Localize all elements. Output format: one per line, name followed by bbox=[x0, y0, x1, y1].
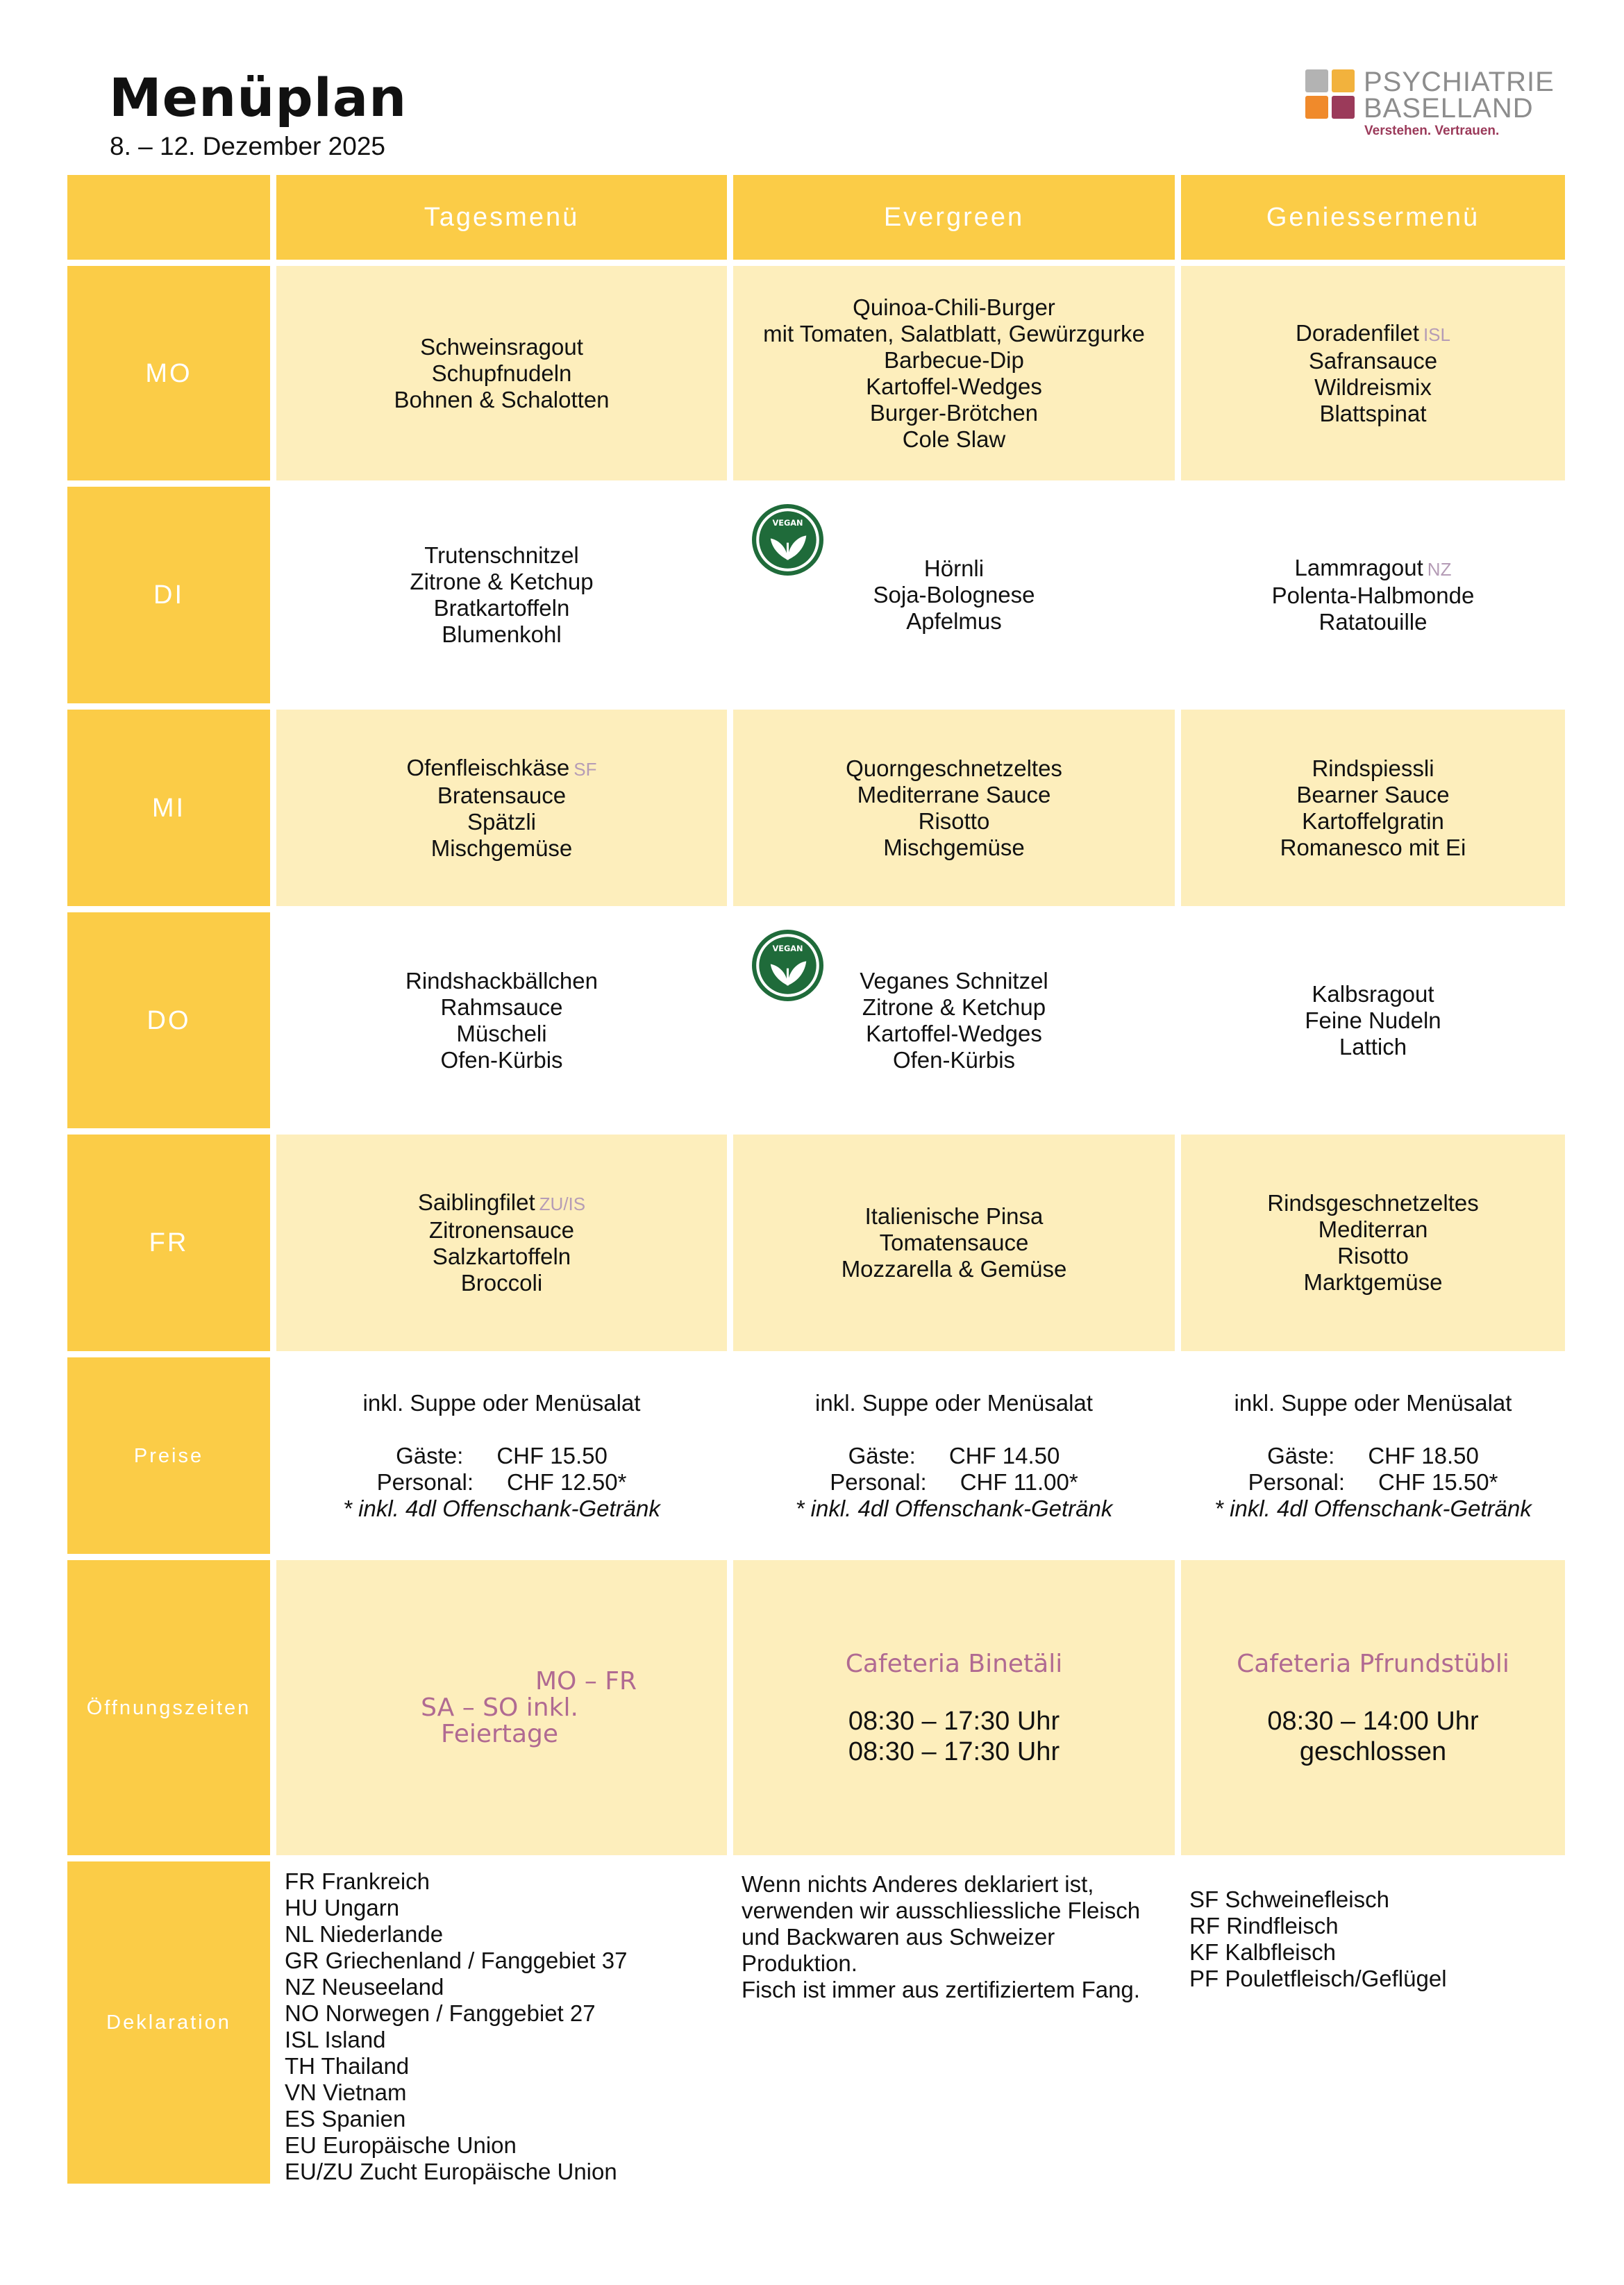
list-item: EU/ZU Zucht Europäische Union bbox=[285, 2159, 617, 2184]
dish-text: Lammragout bbox=[1294, 555, 1423, 580]
declaration-note bbox=[733, 1861, 1175, 2184]
list-item bbox=[418, 1189, 585, 1217]
list-item: Fisch ist immer aus zertifiziertem Fang. bbox=[742, 1977, 1140, 2002]
dish-text: Feine Nudeln bbox=[1305, 1007, 1441, 1033]
list-item bbox=[440, 994, 562, 1021]
dish-text: Spätzli bbox=[467, 808, 537, 835]
opening-weekend-hours: geschlossen bbox=[1299, 1736, 1447, 1766]
list-item bbox=[431, 835, 573, 862]
dish-text: Broccoli bbox=[460, 1270, 543, 1296]
list-item: ISL Island bbox=[285, 2027, 386, 2052]
dish-text: Barbecue-Dip bbox=[884, 346, 1024, 373]
list-item bbox=[860, 968, 1048, 994]
list-item: und Backwaren aus Schweizer bbox=[742, 1924, 1055, 1950]
logo-square bbox=[1332, 69, 1355, 92]
cafeteria-name: Cafeteria Pfrundstübli bbox=[1237, 1649, 1509, 1678]
list-item bbox=[437, 782, 566, 809]
dish-text: Tomatensauce bbox=[879, 1230, 1029, 1255]
dish-text: Mischgemüse bbox=[883, 834, 1025, 860]
list-item bbox=[1305, 1007, 1441, 1034]
dish-text: Marktgemüse bbox=[1303, 1269, 1443, 1295]
guest-label: Gäste: bbox=[848, 1442, 916, 1468]
dish-text: Rahmsauce bbox=[440, 994, 563, 1020]
dish-text: Bearner Sauce bbox=[1296, 781, 1450, 807]
price-cell-geniessermenu bbox=[1181, 1357, 1565, 1554]
opening-weekend-hours: 08:30 – 17:30 Uhr bbox=[848, 1736, 1060, 1766]
menu-cell bbox=[1181, 487, 1565, 703]
list-item bbox=[442, 621, 561, 648]
list-item: Wenn nichts Anderes deklariert ist, bbox=[742, 1871, 1094, 1897]
list-item bbox=[424, 542, 579, 569]
list-item bbox=[870, 400, 1038, 426]
opening-weekday-hours: 08:30 – 17:30 Uhr bbox=[848, 1706, 1060, 1736]
opening-days-weekend: SA – SO inkl. Feiertage bbox=[421, 1693, 578, 1748]
logo-square bbox=[1305, 96, 1328, 119]
list-item bbox=[853, 294, 1055, 321]
vegan-icon bbox=[752, 930, 823, 1001]
day-label: MO bbox=[67, 266, 270, 480]
corner-cell bbox=[67, 175, 270, 260]
dish-text: Safransauce bbox=[1308, 347, 1438, 374]
origin-tag: ISL bbox=[1423, 324, 1450, 345]
dish-text: Blattspinat bbox=[1319, 400, 1427, 426]
staff-price: CHF 15.50* bbox=[1378, 1468, 1498, 1495]
list-item: Produktion. bbox=[742, 1950, 857, 1976]
list-item bbox=[919, 808, 990, 835]
list-item bbox=[846, 755, 1062, 782]
list-item bbox=[433, 1244, 571, 1270]
guest-label: Gäste: bbox=[396, 1442, 464, 1468]
list-item bbox=[1319, 401, 1426, 427]
price-note: * inkl. 4dl Offenschank-Getränk bbox=[1214, 1495, 1532, 1521]
list-item bbox=[884, 347, 1024, 374]
vegan-icon bbox=[752, 504, 823, 576]
dish-text: Schupfnudeln bbox=[431, 360, 572, 386]
staff-label: Personal: bbox=[1248, 1468, 1345, 1495]
column-header-geniessermenu: Geniessermenü bbox=[1181, 175, 1565, 260]
menu-cell bbox=[1181, 710, 1565, 906]
menu-table bbox=[67, 175, 1565, 2184]
logo-line2: BASELLAND bbox=[1364, 93, 1534, 124]
list-item bbox=[405, 968, 598, 994]
origin-tag: ZU/IS bbox=[539, 1194, 586, 1214]
dish-text: Romanesco mit Ei bbox=[1280, 834, 1466, 860]
list-item bbox=[1267, 1190, 1479, 1216]
menu-cell bbox=[1181, 1135, 1565, 1351]
menu-cell bbox=[276, 710, 727, 906]
dish-text: Schweinsragout bbox=[420, 333, 583, 360]
dish-text: Saiblingfilet bbox=[417, 1189, 535, 1215]
list-item bbox=[1312, 981, 1434, 1007]
list-item: EU Europäische Union bbox=[285, 2132, 517, 2158]
list-item: KF Kalbfleisch bbox=[1189, 1939, 1336, 1965]
list-item bbox=[461, 1270, 542, 1296]
price-cell-evergreen bbox=[733, 1357, 1175, 1554]
prices-label: Preise bbox=[67, 1357, 270, 1554]
list-item bbox=[1295, 555, 1452, 583]
list-item bbox=[865, 1203, 1044, 1230]
list-item bbox=[1272, 583, 1475, 609]
menu-cell bbox=[733, 487, 1175, 703]
price-includes: inkl. Suppe oder Menüsalat bbox=[815, 1389, 1093, 1416]
day-label: DI bbox=[67, 487, 270, 703]
dish-text: Quorngeschnetzeltes bbox=[846, 755, 1062, 781]
menu-cell bbox=[733, 266, 1175, 480]
list-item bbox=[906, 608, 1002, 635]
logo-tagline: Verstehen. Vertrauen. bbox=[1364, 124, 1500, 138]
declaration-meats bbox=[1181, 1861, 1565, 2184]
origin-tag: SF bbox=[574, 758, 597, 780]
dish-text: Mediterrane Sauce bbox=[857, 781, 1051, 807]
vegan-icon-text: VEGAN bbox=[772, 943, 803, 953]
dish-text: Quinoa-Chili-Burger bbox=[853, 294, 1055, 320]
dish-text: Soja-Bolognese bbox=[873, 582, 1035, 608]
list-item bbox=[406, 755, 596, 782]
list-item bbox=[1339, 1034, 1407, 1060]
dish-text: Zitronensauce bbox=[428, 1217, 575, 1243]
menu-cell bbox=[1181, 266, 1565, 480]
list-item bbox=[429, 1217, 574, 1244]
dish-text: Müscheli bbox=[456, 1020, 547, 1046]
dish-text: Lattich bbox=[1339, 1033, 1407, 1060]
cafeteria-name: Cafeteria Binetäli bbox=[845, 1649, 1063, 1678]
dish-text: Mischgemüse bbox=[430, 835, 573, 861]
menu-cell bbox=[733, 710, 1175, 906]
dish-text: Bratkartoffeln bbox=[433, 595, 570, 621]
list-item bbox=[1319, 609, 1428, 635]
menu-cell bbox=[276, 487, 727, 703]
dish-text: Blumenkohl bbox=[442, 621, 562, 647]
dish-text: Wildreismix bbox=[1314, 374, 1432, 400]
list-item: SF Schweinefleisch bbox=[1189, 1886, 1389, 1912]
dish-text: Mozzarella & Gemüse bbox=[841, 1256, 1067, 1282]
list-item bbox=[1280, 835, 1466, 861]
list-item bbox=[1296, 782, 1449, 808]
declaration-countries bbox=[276, 1861, 727, 2184]
opening-days-weekday: MO – FR bbox=[535, 1666, 637, 1696]
list-item bbox=[1312, 755, 1434, 782]
list-item bbox=[873, 582, 1035, 608]
list-item bbox=[1304, 1269, 1443, 1296]
guest-price: CHF 14.50 bbox=[948, 1442, 1060, 1468]
list-item bbox=[432, 360, 572, 387]
dish-text: Burger-Brötchen bbox=[869, 399, 1039, 426]
list-item: NO Norwegen / Fanggebiet 27 bbox=[285, 2000, 596, 2026]
dish-text: Ofen-Kürbis bbox=[440, 1046, 563, 1073]
list-item bbox=[857, 782, 1051, 808]
dish-text: Bratensauce bbox=[437, 782, 567, 808]
list-item bbox=[1309, 348, 1437, 374]
list-item bbox=[842, 1256, 1067, 1282]
list-item: RF Rindfleisch bbox=[1189, 1913, 1339, 1939]
list-item bbox=[1337, 1243, 1409, 1269]
list-item bbox=[903, 426, 1006, 453]
menu-cell bbox=[276, 1135, 727, 1351]
list-item bbox=[440, 1047, 562, 1073]
vegan-icon-text: VEGAN bbox=[772, 517, 803, 528]
list-item bbox=[924, 555, 984, 582]
opening-days-cell bbox=[276, 1560, 727, 1855]
dish-text: Zitrone & Ketchup bbox=[410, 569, 594, 594]
dish-text: Kartoffel-Wedges bbox=[866, 373, 1042, 399]
price-cell-tagesmenu bbox=[276, 1357, 727, 1554]
logo-square bbox=[1332, 96, 1355, 119]
price-note: * inkl. 4dl Offenschank-Getränk bbox=[795, 1495, 1113, 1521]
dish-text: Cole Slaw bbox=[902, 426, 1006, 452]
opening-weekday-hours: 08:30 – 14:00 Uhr bbox=[1267, 1706, 1479, 1736]
list-item: FR Frankreich bbox=[285, 1868, 430, 1894]
list-item: TH Thailand bbox=[285, 2053, 410, 2079]
menu-cell bbox=[276, 912, 727, 1128]
day-label: MI bbox=[67, 710, 270, 906]
dish-text: Kartoffel-Wedges bbox=[866, 1020, 1042, 1046]
list-item bbox=[1314, 374, 1432, 401]
list-item bbox=[893, 1047, 1015, 1073]
dish-text: Veganes Schnitzel bbox=[860, 967, 1048, 994]
column-header-evergreen: Evergreen bbox=[733, 175, 1175, 260]
list-item bbox=[862, 994, 1046, 1021]
price-note: * inkl. 4dl Offenschank-Getränk bbox=[343, 1495, 660, 1521]
page-title: Menüplan bbox=[109, 67, 408, 128]
logo-line1: PSYCHIATRIE bbox=[1364, 67, 1555, 97]
price-includes: inkl. Suppe oder Menüsalat bbox=[362, 1389, 641, 1416]
dish-text: Zitrone & Ketchup bbox=[862, 994, 1046, 1020]
dish-text: Risotto bbox=[1337, 1243, 1409, 1269]
dish-text: Doradenfilet bbox=[1296, 319, 1419, 346]
list-item bbox=[456, 1021, 546, 1047]
staff-label: Personal: bbox=[376, 1468, 474, 1495]
staff-price: CHF 12.50* bbox=[507, 1468, 627, 1495]
dish-text: Risotto bbox=[918, 807, 990, 834]
list-item bbox=[866, 374, 1042, 400]
opening-label: Öffnungszeiten bbox=[67, 1560, 270, 1855]
opening-pfrundstuebli-cell bbox=[1181, 1560, 1565, 1855]
menu-cell bbox=[276, 266, 727, 480]
menu-cell bbox=[733, 1135, 1175, 1351]
list-item bbox=[1296, 320, 1450, 348]
dish-text: Kalbsragout bbox=[1312, 980, 1434, 1007]
list-item bbox=[420, 334, 583, 360]
list-item: NZ Neuseeland bbox=[285, 1974, 444, 2000]
dish-text: Italienische Pinsa bbox=[864, 1203, 1044, 1229]
guest-label: Gäste: bbox=[1267, 1442, 1335, 1468]
dish-text: Trutenschnitzel bbox=[424, 542, 579, 568]
dish-text: Polenta-Halbmonde bbox=[1271, 583, 1475, 608]
dish-text: Hörnli bbox=[923, 555, 985, 581]
dish-text: Salzkartoffeln bbox=[432, 1244, 571, 1269]
menu-cell bbox=[733, 912, 1175, 1128]
list-item bbox=[434, 595, 570, 621]
staff-label: Personal: bbox=[830, 1468, 927, 1495]
list-item bbox=[880, 1230, 1029, 1256]
dish-text: Ratatouille bbox=[1319, 609, 1428, 635]
list-item: verwenden wir ausschliessliche Fleisch bbox=[742, 1898, 1141, 1923]
dish-text: Kartoffelgratin bbox=[1302, 807, 1444, 834]
dish-text: Rindspiessli bbox=[1312, 755, 1434, 781]
menu-cell bbox=[1181, 912, 1565, 1128]
dish-text: Rindshackbällchen bbox=[405, 967, 598, 994]
logo bbox=[1305, 67, 1555, 143]
dish-text: Ofenfleischkäse bbox=[406, 754, 570, 780]
dish-text: Bohnen & Schalotten bbox=[394, 386, 610, 412]
dish-text: Rindsgeschnetzeltes bbox=[1267, 1190, 1479, 1216]
list-item: PF Pouletfleisch/Geflügel bbox=[1189, 1966, 1447, 1991]
declaration-label: Deklaration bbox=[67, 1861, 270, 2184]
list-item bbox=[410, 569, 593, 595]
dish-text: Apfelmus bbox=[906, 608, 1002, 634]
date-range: 8. – 12. Dezember 2025 bbox=[110, 132, 385, 160]
staff-price: CHF 11.00* bbox=[960, 1468, 1078, 1495]
list-item: GR Griechenland / Fanggebiet 37 bbox=[285, 1948, 628, 1973]
list-item: VN Vietnam bbox=[285, 2079, 407, 2105]
list-item bbox=[866, 1021, 1042, 1047]
logo-square bbox=[1305, 69, 1328, 92]
list-item: NL Niederlande bbox=[285, 1921, 444, 1947]
list-item: ES Spanien bbox=[285, 2106, 406, 2132]
column-header-tagesmenu: Tagesmenü bbox=[276, 175, 727, 260]
opening-binetaeli-cell bbox=[733, 1560, 1175, 1855]
list-item: HU Ungarn bbox=[285, 1895, 400, 1920]
price-includes: inkl. Suppe oder Menüsalat bbox=[1234, 1389, 1512, 1416]
guest-price: CHF 18.50 bbox=[1368, 1442, 1479, 1468]
guest-price: CHF 15.50 bbox=[496, 1442, 608, 1468]
dish-text: Mediterran bbox=[1318, 1216, 1428, 1242]
dish-text: Ofen-Kürbis bbox=[892, 1046, 1016, 1073]
list-item bbox=[883, 835, 1025, 861]
list-item bbox=[394, 387, 609, 413]
list-item bbox=[1319, 1216, 1428, 1243]
list-item bbox=[763, 321, 1145, 347]
origin-tag: NZ bbox=[1427, 559, 1452, 580]
list-item bbox=[1302, 808, 1444, 835]
day-label: DO bbox=[67, 912, 270, 1128]
dish-text: mit Tomaten, Salatblatt, Gewürzgurke bbox=[763, 320, 1145, 346]
list-item bbox=[467, 809, 536, 835]
day-label: FR bbox=[67, 1135, 270, 1351]
